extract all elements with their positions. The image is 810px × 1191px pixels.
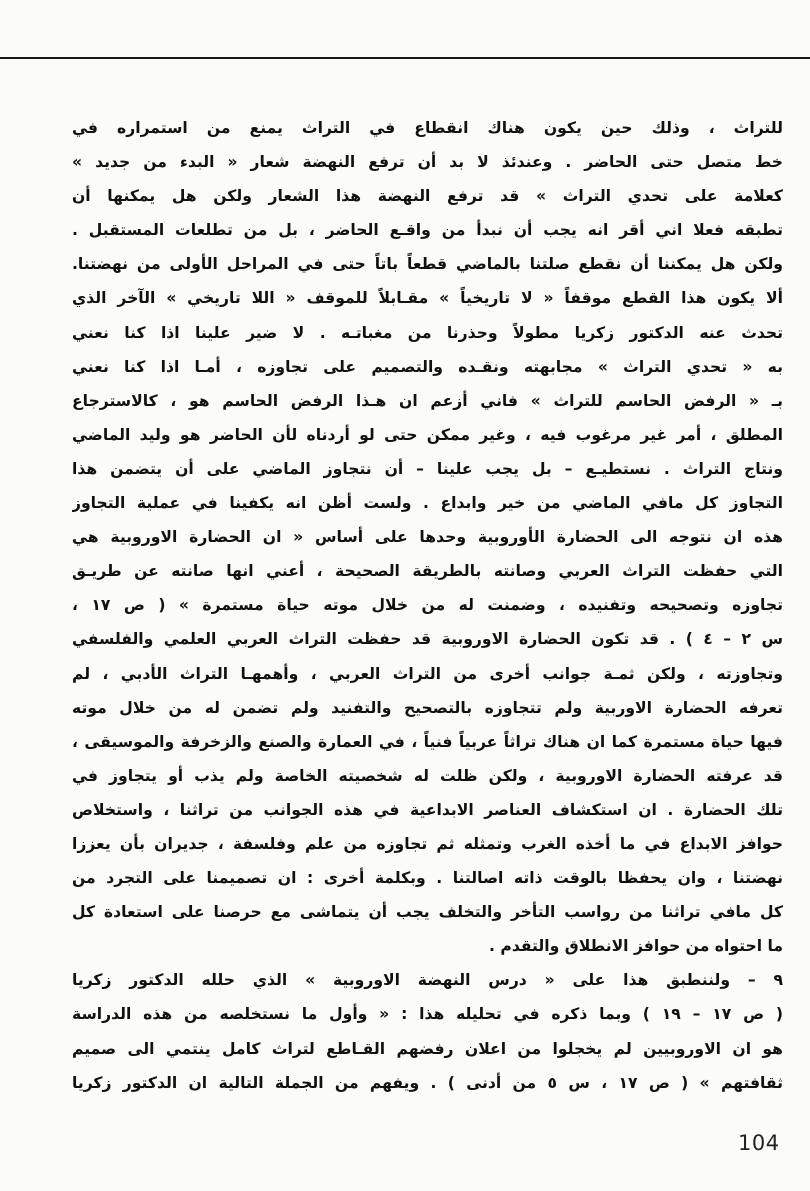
- text-line: التجاوز كل مافي الماضي من خير وابداع . ولست أظن انه يكفينا في عملية التجاوز: [72, 494, 783, 513]
- text-line: بـ « الرفض الحاسم للتراث » فاني أزعم ان هـذا الرفض الحاسم هو ، كالاسترجاع: [72, 391, 783, 410]
- text-line: حوافز الابداع في ما أخذه الغرب وتمثله ثم تجاوزه من علم وفلسفة ، جديران بأن يعززا: [72, 834, 783, 853]
- text-line: س ٢ – ٤ ) . قد تكون الحضارة الاوروبية قد حفظت التراث العربي العلمي والفلسفي: [72, 630, 783, 649]
- text-line: وتجاوزته ، ولكن ثمـة جوانب أخرى من التراث العربي ، وأهمهـا التراث الأدبي ، لم: [72, 664, 783, 683]
- text-line: تحدث عنه الدكتور زكريا مطولاً وحذرنا من مغباتـه . لا ضير علينا اذا كنا نعني: [72, 323, 783, 342]
- text-line: هو ان الاوروبيين لم يخجلوا من اعلان رفضهم القـاطع لتراث كامل ينتمي الى صميم: [72, 1039, 783, 1058]
- text-line: المطلق ، أمر غير مرغوب فيه ، وغير ممكن حتى لو أردناه لأن الحاضر هو وليد الماضي: [72, 425, 783, 444]
- text-line: تعرفه الحضارة الاوربية ولم تتجاوزه بالتصحيح والتفنيد ولم تضمن له من خلال موته: [72, 698, 783, 717]
- text-line: تجاوزه وتصحيحه وتفنيده ، وضمنت له من خلال موته حياة مستمرة » ( ص ١٧ ،: [72, 596, 783, 615]
- text-line: ٩ – ولننطبق هذا على « درس النهضة الاوروبية » الذي حلله الدكتور زكريا: [72, 971, 783, 990]
- page-number: 104: [738, 1131, 780, 1155]
- text-line: كل مافي تراثنا من رواسب التأخر والتخلف يجب أن يتماشى مع حرصنا على استعادة كل: [72, 903, 783, 922]
- text-line: ( ص ١٧ – ١٩ ) وبما ذكره في تحليله هذا : « وأول ما نستخلصه من هذه الدراسة: [72, 1005, 783, 1024]
- text-line: تلك الحضارة . ان استكشاف العناصر الابداعية في هذه الجوانب من تراثنا ، واستخلاص: [72, 800, 783, 819]
- body-text: [72, 111, 783, 1100]
- header-rule: [0, 57, 810, 59]
- text-line: ألا يكون هذا القطع موقفاً « لا تاريخياً » مقـابلاً للموقف « اللا تاريخي » الآخر الذي: [72, 289, 783, 308]
- text-line: ثقافتهم » ( ص ١٧ ، س ٥ من أدنى ) . ويفهم من الجملة التالية ان الدكتور زكريا: [72, 1073, 783, 1092]
- text-line: نهضتنا ، وان يحفظا بالوقت ذاته اصالتنا . وبكلمة أخرى : ان تصميمنا على التجرد من: [72, 869, 783, 888]
- text-line: به « تحدي التراث » مجابهته ونقـده والتصميم على تجاوزه ، أمـا اذا كنا نعني: [72, 357, 783, 376]
- text-line: ولكن هل يمكننا أن نقطع صلتنا بالماضي قطعاً باتاً حتى في المراحل الأولى من نهضتنا.: [72, 255, 783, 274]
- text-line: ما احتواه من حوافز الانطلاق والتقدم .: [489, 937, 783, 956]
- text-line: تطبقه فعلا اني أقر انه يجب أن نبدأ من واقـع الحاضر ، بل من تطلعات المستقبل .: [72, 221, 783, 240]
- text-line: للتراث ، وذلك حين يكون هناك انقطاع في التراث يمنع من استمراره في: [72, 119, 783, 137]
- text-line: خط متصل حتى الحاضر . وعندئذ لا بد أن ترفع النهضة شعار « البدء من جديد »: [72, 153, 783, 172]
- text-line: التي حفظت التراث العربي وصانته بالطريقة الصحيحة ، أعني انها صانته عن طريـق: [72, 562, 783, 581]
- text-line: ونتاج التراث . نستطيـع – بل يجب علينا – أن نتجاوز الماضي على أن يتضمن هذا: [72, 459, 783, 478]
- text-line: فيها حياة مستمرة كما ان هناك تراثاً عربياً فنياً ، في العمارة والصنع والزخرفة والموسيقى ،: [72, 732, 783, 751]
- text-line: قد عرفته الحضارة الاوروبية ، ولكن ظلت له شخصيته الخاصة ولم يذب أو يتجاوز في: [72, 766, 783, 785]
- text-line: كعلامة على تحدي التراث » قد ترفع النهضة هذا الشعار ولكن هل يمكنها أن: [72, 187, 783, 206]
- text-line: هذه ان نتوجه الى الحضارة الأوروبية وحدها على أساس « ان الحضارة الاوروبية هي: [72, 528, 783, 547]
